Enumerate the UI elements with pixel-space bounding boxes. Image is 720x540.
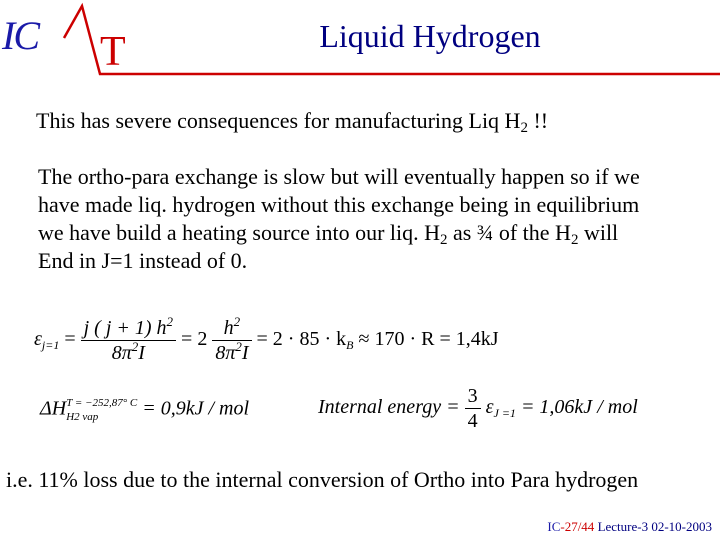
slide-title: Liquid Hydrogen (319, 18, 541, 54)
equation-internal-energy: Internal energy = $\frac{3}{4}$ $\varepsilon_{J =1} = 1,06kJ$ / mol (318, 385, 638, 432)
para-line-1: The ortho-para exchange is slow but will eventually happen so if we (38, 164, 640, 189)
logo-ic: IC (2, 13, 38, 58)
conclusion-line: i.e. 11% loss due to the internal conversion of Ortho into Para hydrogen (6, 467, 639, 492)
slide-footer: IC-27/44 Lecture-3 02-10-2003 (547, 519, 712, 534)
para-line-3: we have build a heating source into our liq. $H_2$ as ¾ of the $H_2$ will (38, 220, 619, 248)
equation-rotational-energy: $\varepsilon_{j=1}$ = $\frac{j ( j + 1) h^2}{8\pi^2I}$ = 2 $\frac{h^2}{8\pi^2I}$ = $2 \cdot 85 \cdot k_B \approx 170 \cdot R = 1,4kJ$ (34, 314, 499, 364)
logo-t: T (100, 29, 126, 75)
consequence-line: This has severe consequences for manufacturing Liq $H_2$ !! (36, 108, 549, 136)
para-line-2: have made liq. hydrogen without this exchange being in equilibrium (38, 192, 640, 217)
equation-vaporization-enthalpy: ΔH T = −252,87° C H2 vap = 0,9kJ / mol (40, 397, 250, 423)
para-line-4: End in J=1 instead of 0. (38, 248, 248, 273)
